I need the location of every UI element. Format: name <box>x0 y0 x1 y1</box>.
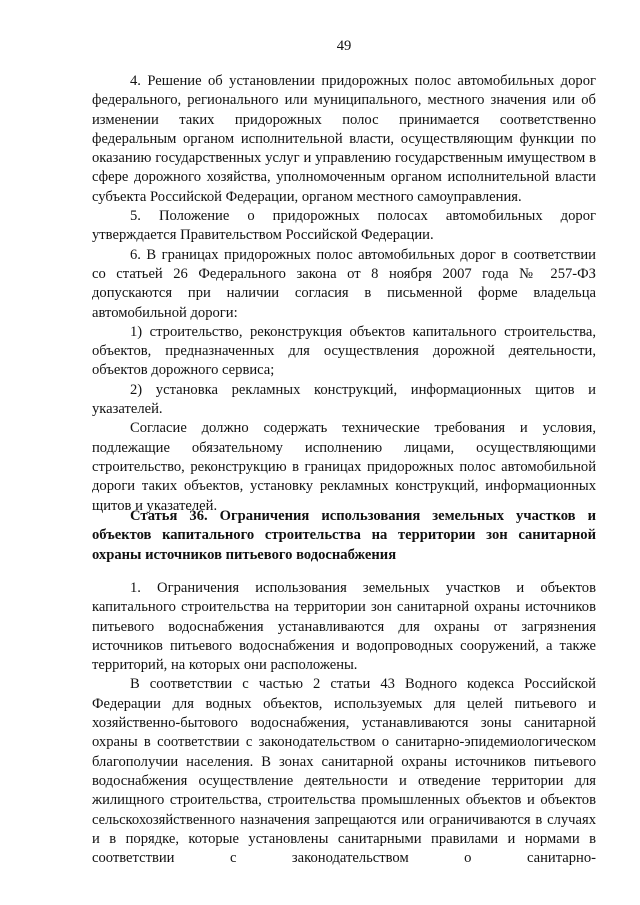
paragraph-item-4: 4. Решение об установлении придорожных полос автомобильных дорог федерального, регионального или муниципального, местного значения или об изменении таких придорожных полос принимается соответственно федеральным органом исполнительной власти, осуществляющим функции по оказанию государственных услуг и управлению государственным имуществом в сфере дорожного хозяйства, уполномоченным органом исполнительной власти субъекта Российской Федерации, органом местного самоуправления. <box>92 73 596 205</box>
section-roadside-strips <box>92 72 596 516</box>
paragraph-article36-item-1: 1. Ограничения использования земельных участков и объектов капитального строительства на территории зон санитарной охраны источников питьевого водоснабжения устанавливаются для охраны от загрязнения источников питьевого водоснабжения и водопроводных сооружений, а также территорий, на которых они расположены. <box>92 580 596 674</box>
document-page <box>92 0 596 905</box>
paragraph-consent: Согласие должно содержать технические требования и условия, подлежащие обязательному исполнению лицами, осуществляющими строительство, реконструкцию в границах придорожных полос автомобильной дороги таких объектов, установку рекламных конструкций, информационных щитов и указателей. <box>92 420 596 514</box>
paragraph-item-6: 6. В границах придорожных полос автомобильных дорог в соответствии со статьей 26 Федерального закона от 8 ноября 2007 года № 257-ФЗ допускаются при наличии согласия в письменной форме владельца автомобильной дороги: <box>92 246 596 321</box>
paragraph-subitem-1: 1) строительство, реконструкция объектов капитального строительства, объектов, предназначенных для осуществления дорожной деятельности, объектов дорожного сервиса; <box>92 323 596 379</box>
section-sanitary-zones <box>92 579 596 868</box>
paragraph-subitem-2: 2) установка рекламных конструкций, информационных щитов и указателей. <box>92 381 596 418</box>
article-36-heading: Статья 36. Ограничения использования земельных участков и объектов капитального строительства на территории зон санитарной охраны источников питьевого водоснабжения <box>92 508 596 563</box>
paragraph-item-5: 5. Положение о придорожных полосах автомобильных дорог утверждается Правительством Российской Федерации. <box>92 208 596 244</box>
page-number: 49 <box>336 38 352 54</box>
paragraph-water-code: В соответствии с частью 2 статьи 43 Водного кодекса Российской Федерации для водных объектов, используемых для целей питьевого и хозяйственно-бытового водоснабжения, устанавливаются зоны санитарной охраны в соответствии с законодательством о санитарно-эпидемиологическом благополучии населения. В зонах санитарной охраны источников питьевого водоснабжения осуществление деятельности и отведение территории для жилищного строительства, строительства промышленных объектов и объектов сельскохозяйственного назначения запрещаются или ограничиваются в случаях и в порядке, которые установлены санитарными правилами и нормами в соответствии с законодательством о санитарно- <box>92 676 596 867</box>
